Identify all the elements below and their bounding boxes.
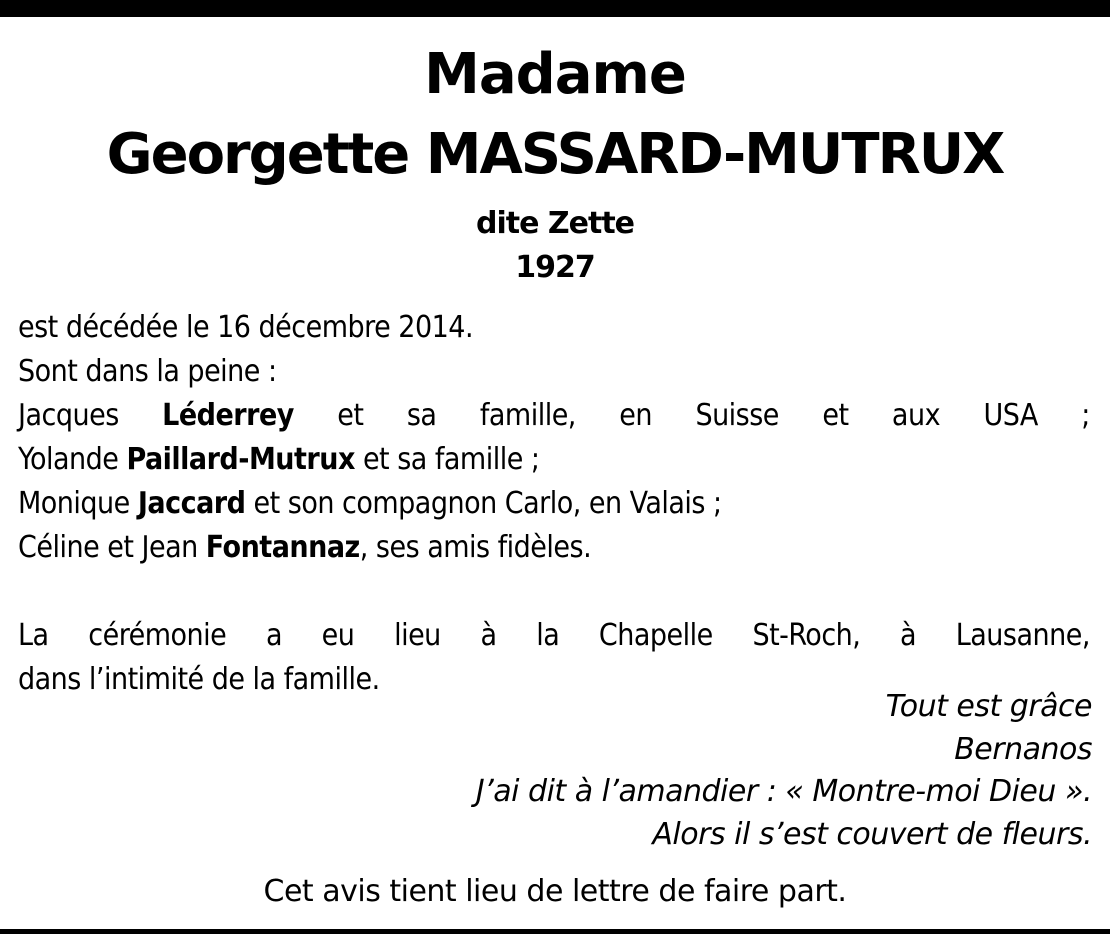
quote-line-1: Tout est grâce [885, 689, 1092, 724]
mourner-3-rest: et son compagnon Carlo, en Valais ; [245, 486, 722, 521]
word: lieu [394, 618, 441, 653]
mourner-line-4 [18, 526, 1090, 570]
word: aux [891, 398, 941, 433]
bottom-rule [0, 929, 1110, 934]
ceremony-line-1 [18, 614, 1090, 658]
birth-year: 1927 [515, 250, 595, 285]
mourner-4-surname: Fontannaz [205, 530, 360, 565]
mourner-1-first: Jacques [18, 398, 119, 433]
announcement-body [18, 306, 1090, 702]
deceased-name: Georgette MASSARD-MUTRUX [106, 122, 1004, 187]
mourner-2-rest: et sa famille ; [354, 442, 540, 477]
mourner-line-3 [18, 482, 1090, 526]
word: USA [983, 398, 1038, 433]
word: Chapelle [598, 618, 713, 653]
mourner-4-first: Céline et Jean [18, 530, 206, 565]
word: la [536, 618, 560, 653]
quote-line-4: Alors il s’est couvert de fleurs. [652, 816, 1092, 852]
word: ; [1081, 398, 1090, 433]
footer-notice: Cet avis tient lieu de lettre de faire part. [263, 874, 847, 909]
mourner-line-1 [18, 394, 1090, 438]
ceremony-line-2: dans l’intimité de la famille. [18, 662, 380, 697]
mourner-2-first: Yolande [18, 442, 127, 477]
mourner-line-2 [18, 438, 1090, 482]
top-rule [0, 0, 1110, 17]
word: et [822, 398, 849, 433]
word: à [480, 618, 497, 653]
death-date-line: est décédée le 16 décembre 2014. [18, 310, 474, 345]
blank-line [18, 570, 1090, 614]
word: à [900, 618, 917, 653]
word: sa [406, 398, 437, 433]
word: et [337, 398, 364, 433]
word: a [265, 618, 282, 653]
mourner-1-surname: Léderrey [162, 398, 294, 433]
word: eu [321, 618, 355, 653]
mourner-2-surname: Paillard-Mutrux [126, 442, 355, 477]
word: en [619, 398, 653, 433]
word: St-Roch, [752, 618, 861, 653]
quote-line-3: J’ai dit à l’amandier : « Montre-moi Dieu ». [475, 774, 1092, 809]
title-madame: Madame [424, 42, 686, 107]
word: famille, [479, 398, 576, 433]
nickname: dite Zette [475, 206, 635, 241]
word: Lausanne, [955, 618, 1090, 653]
mourners-intro: Sont dans la peine : [18, 354, 277, 389]
mourner-3-surname: Jaccard [137, 486, 246, 521]
mourner-4-rest: , ses amis fidèles. [359, 530, 592, 565]
quote-author: Bernanos [954, 731, 1092, 767]
word: Suisse [695, 398, 779, 433]
word: cérémonie [88, 618, 227, 653]
quotation-block [192, 686, 1092, 856]
word: La [18, 618, 49, 653]
mourner-3-first: Monique [18, 486, 138, 521]
